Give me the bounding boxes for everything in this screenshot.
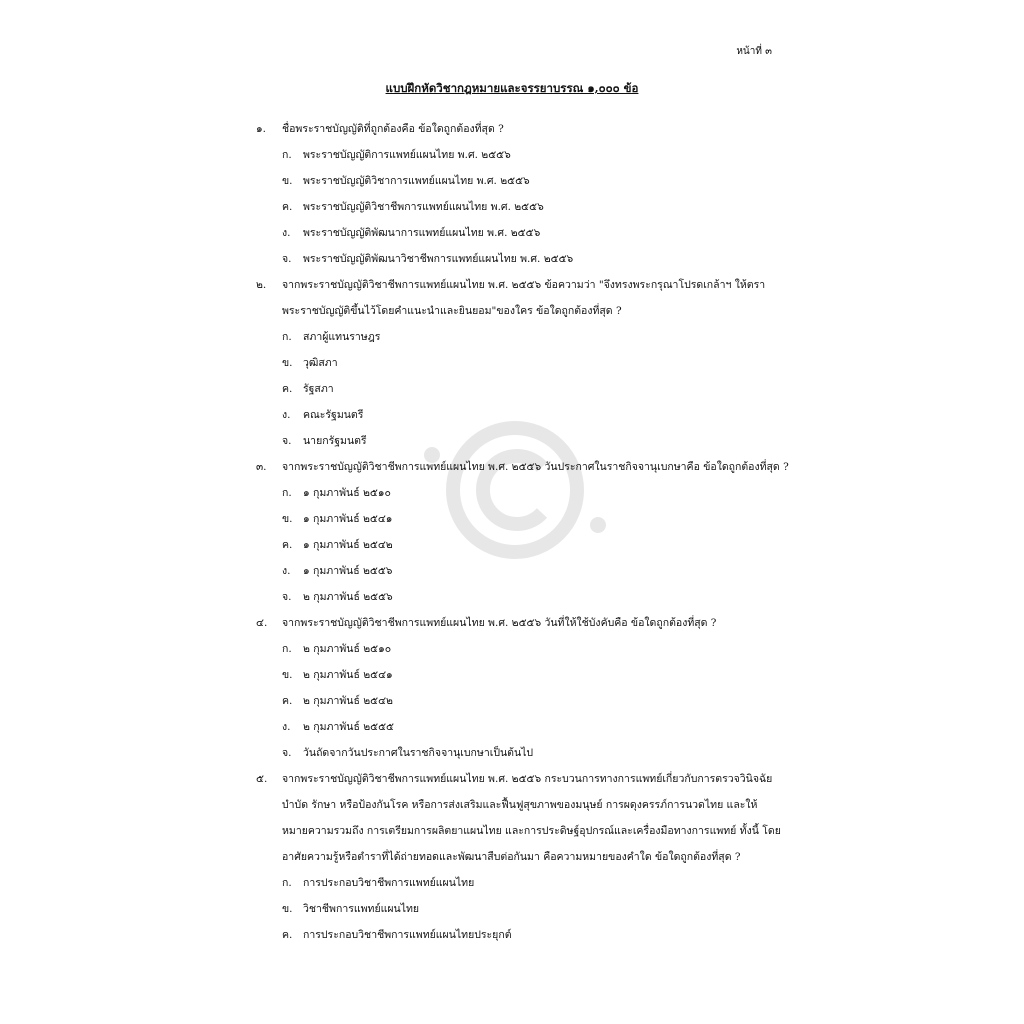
option-text: คณะรัฐมนตรี (303, 409, 364, 421)
question-number: ๔. (256, 617, 268, 629)
answer-option (0, 506, 1024, 532)
option-text: ๒ กุมภาพันธ์ ๒๕๔๒ (303, 695, 393, 707)
option-letter: ข. (282, 357, 293, 369)
question-text: พระราชบัญญัติขึ้นไว้โดยคำแนะนำและยินยอม"ของใคร ข้อใดถูกต้องที่สุด ? (282, 305, 622, 317)
answer-option (0, 246, 1024, 272)
question-line (0, 792, 1024, 818)
question-line (0, 844, 1024, 870)
question-text: หมายความรวมถึง การเตรียมการผลิตยาแผนไทย และการประดิษฐ์อุปกรณ์และเครื่องมือทางการแพทย์ ทั้งนี้ โดย (282, 825, 781, 837)
option-letter: ง. (282, 565, 291, 577)
option-letter: ค. (282, 929, 293, 941)
question-line (0, 454, 1024, 480)
option-text: การประกอบวิชาชีพการแพทย์แผนไทย (303, 877, 475, 889)
question-item (0, 766, 1024, 948)
option-letter: ก. (282, 643, 292, 655)
answer-option (0, 662, 1024, 688)
question-line (0, 766, 1024, 792)
option-letter: ข. (282, 669, 293, 681)
option-letter: จ. (282, 253, 292, 265)
question-item (0, 454, 1024, 610)
question-line (0, 116, 1024, 142)
option-text: พระราชบัญญัติพัฒนาวิชาชีพการแพทย์แผนไทย พ.ศ. ๒๕๕๖ (303, 253, 574, 265)
question-item (0, 272, 1024, 454)
option-letter: ก. (282, 149, 292, 161)
question-list (0, 116, 1024, 948)
question-number: ๒. (256, 279, 267, 291)
option-text: พระราชบัญญัติการแพทย์แผนไทย พ.ศ. ๒๕๕๖ (303, 149, 511, 161)
question-line (0, 298, 1024, 324)
option-letter: ค. (282, 383, 293, 395)
option-letter: จ. (282, 591, 292, 603)
option-text: นายกรัฐมนตรี (303, 435, 367, 447)
answer-option (0, 142, 1024, 168)
option-text: รัฐสภา (303, 383, 334, 395)
answer-option (0, 740, 1024, 766)
answer-option (0, 922, 1024, 948)
question-number: ๓. (256, 461, 267, 473)
document-title: แบบฝึกหัดวิชากฎหมายและจรรยาบรรณ ๑,๐๐๐ ข้อ (385, 81, 639, 95)
answer-option (0, 558, 1024, 584)
option-text: การประกอบวิชาชีพการแพทย์แผนไทยประยุกต์ (303, 929, 512, 941)
option-letter: ง. (282, 409, 291, 421)
answer-option (0, 532, 1024, 558)
option-text: ๑ กุมภาพันธ์ ๒๕๔๒ (303, 539, 393, 551)
option-letter: ค. (282, 539, 293, 551)
option-letter: ง. (282, 721, 291, 733)
question-text: จากพระราชบัญญัติวิชาชีพการแพทย์แผนไทย พ.ศ. ๒๕๕๖ วันประกาศในราชกิจจานุเบกษาคือ ข้อใดถูกต้องที่สุด ? (282, 461, 789, 473)
option-letter: ค. (282, 201, 293, 213)
question-text: จากพระราชบัญญัติวิชาชีพการแพทย์แผนไทย พ.ศ. ๒๕๕๖ ข้อความว่า "จึงทรงพระกรุณาโปรดเกล้าฯ ให้ตรา (282, 279, 766, 291)
question-text: จากพระราชบัญญัติวิชาชีพการแพทย์แผนไทย พ.ศ. ๒๕๕๖ วันที่ให้ใช้บังคับคือ ข้อใดถูกต้องที่สุด ? (282, 617, 717, 629)
question-text: บำบัด รักษา หรือป้องกันโรค หรือการส่งเสริมและฟื้นฟูสุขภาพของมนุษย์ การผดุงครรภ์การนวดไทย และให้ (282, 799, 758, 811)
option-letter: ข. (282, 903, 293, 915)
answer-option (0, 870, 1024, 896)
option-letter: จ. (282, 435, 292, 447)
question-item (0, 610, 1024, 766)
option-text: ๒ กุมภาพันธ์ ๒๕๕๕ (303, 721, 394, 733)
option-letter: ก. (282, 331, 292, 343)
answer-option (0, 376, 1024, 402)
option-text: วุฒิสภา (303, 357, 338, 369)
question-number: ๕. (256, 773, 268, 785)
option-letter: ค. (282, 695, 293, 707)
option-text: วันถัดจากวันประกาศในราชกิจจานุเบกษาเป็นต้นไป (303, 747, 534, 759)
option-text: พระราชบัญญัติพัฒนาการแพทย์แผนไทย พ.ศ. ๒๕๕๖ (303, 227, 541, 239)
answer-option (0, 168, 1024, 194)
answer-option (0, 428, 1024, 454)
option-text: พระราชบัญญัติวิชาชีพการแพทย์แผนไทย พ.ศ. ๒๕๕๖ (303, 201, 544, 213)
option-letter: ก. (282, 487, 292, 499)
question-line (0, 272, 1024, 298)
option-text: ๑ กุมภาพันธ์ ๒๕๔๑ (303, 513, 393, 525)
option-text: วิชาชีพการแพทย์แผนไทย (303, 903, 420, 915)
question-text: จากพระราชบัญญัติวิชาชีพการแพทย์แผนไทย พ.ศ. ๒๕๕๖ กระบวนการทางการแพทย์เกี่ยวกับการตรวจวินิจฉัย (282, 773, 773, 785)
answer-option (0, 636, 1024, 662)
answer-option (0, 896, 1024, 922)
question-line (0, 610, 1024, 636)
option-text: ๑ กุมภาพันธ์ ๒๕๑๐ (303, 487, 391, 499)
question-text: อาศัยความรู้หรือตำราที่ได้ถ่ายทอดและพัฒนาสืบต่อกันมา คือความหมายของคำใด ข้อใดถูกต้องที่สุด ? (282, 851, 741, 863)
answer-option (0, 402, 1024, 428)
option-text: ๒ กุมภาพันธ์ ๒๕๔๑ (303, 669, 393, 681)
option-letter: ข. (282, 513, 293, 525)
option-letter: จ. (282, 747, 292, 759)
answer-option (0, 350, 1024, 376)
option-letter: ก. (282, 877, 292, 889)
option-text: สภาผู้แทนราษฎร (303, 331, 381, 343)
answer-option (0, 688, 1024, 714)
answer-option (0, 194, 1024, 220)
option-text: ๒ กุมภาพันธ์ ๒๕๑๐ (303, 643, 392, 655)
option-text: พระราชบัญญัติวิชาการแพทย์แผนไทย พ.ศ. ๒๕๕๖ (303, 175, 530, 187)
answer-option (0, 480, 1024, 506)
question-number: ๑. (256, 123, 267, 135)
option-letter: ข. (282, 175, 293, 187)
question-text: ชื่อพระราชบัญญัติที่ถูกต้องคือ ข้อใดถูกต้องที่สุด ? (282, 123, 504, 135)
answer-option (0, 324, 1024, 350)
option-text: ๒ กุมภาพันธ์ ๒๕๕๖ (303, 591, 393, 603)
question-line (0, 818, 1024, 844)
answer-option (0, 714, 1024, 740)
answer-option (0, 220, 1024, 246)
question-item (0, 116, 1024, 272)
option-letter: ง. (282, 227, 291, 239)
option-text: ๑ กุมภาพันธ์ ๒๕๕๖ (303, 565, 393, 577)
answer-option (0, 584, 1024, 610)
page-number: หน้าที่ ๓ (736, 46, 772, 57)
